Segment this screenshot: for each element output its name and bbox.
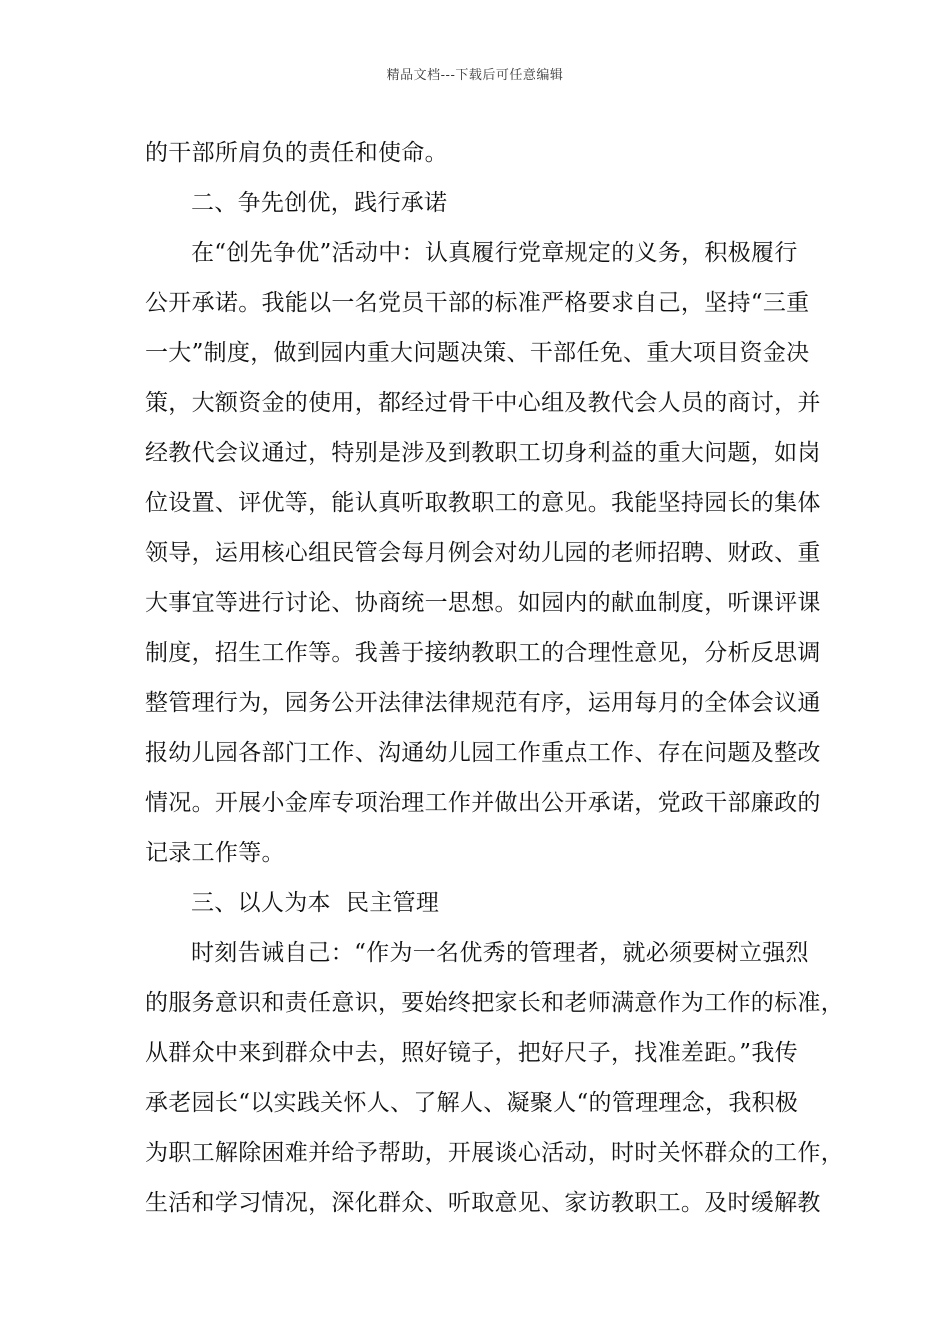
text-line: 一大”制度，做到园内重大问题决策、干部任免、重大项目资金决 — [145, 340, 810, 366]
text-line: 承老园长“以实践关怀人、了解人、凝聚人“的管理理念，我积极 — [145, 1090, 799, 1116]
document-body — [145, 128, 844, 1228]
text-line: 情况。开展小金库专项治理工作并做出公开承诺，党政干部廉政的 — [145, 790, 821, 816]
text-line: 报幼儿园各部门工作、沟通幼儿园工作重点工作、存在问题及整改 — [145, 740, 821, 766]
text-line: 在“创先争优”活动中：认真履行党章规定的义务，积极履行 — [191, 240, 798, 266]
text-line: 为职工解除困难并给予帮助，开展谈心活动，时时关怀群众的工作， — [145, 1140, 844, 1166]
text-line: 时刻告诫自己：“作为一名优秀的管理者，就必须要树立强烈 — [191, 940, 809, 966]
text-line: 领导，运用核心组民管会每月例会对幼儿园的老师招聘、财政、重 — [145, 540, 821, 566]
text-line: 记录工作等。 — [145, 840, 285, 866]
text-line: 整管理行为，园务公开法律法律规范有序，运用每月的全体会议通 — [145, 690, 821, 716]
text-line: 经教代会议通过，特别是涉及到教职工切身利益的重大问题，如岗 — [145, 440, 821, 466]
text-line: 从群众中来到群众中去，照好镜子，把好尺子，找准差距。”我传 — [145, 1040, 798, 1066]
text-line: 生活和学习情况，深化群众、听取意见、家访教职工。及时缓解教 — [145, 1190, 821, 1216]
text-line: 大事宜等进行讨论、协商统一思想。如园内的献血制度，听课评课 — [145, 590, 821, 616]
text-line: 策，大额资金的使用，都经过骨干中心组及教代会人员的商讨，并 — [145, 390, 821, 416]
section-heading: 三、以人为本 民主管理 — [191, 890, 440, 916]
page-header: 精品文档---下载后可任意编辑 — [386, 68, 564, 83]
text-line: 的服务意识和责任意识，要始终把家长和老师满意作为工作的标准， — [145, 990, 844, 1016]
section-heading: 二、争先创优，践行承诺 — [191, 190, 448, 216]
text-line: 的干部所肩负的责任和使命。 — [145, 140, 448, 166]
text-line: 位设置、评优等，能认真听取教职工的意见。我能坚持园长的集体 — [145, 490, 821, 516]
text-line: 公开承诺。我能以一名党员干部的标准严格要求自己，坚持“三重 — [145, 290, 810, 316]
text-line: 制度，招生工作等。我善于接纳教职工的合理性意见，分析反思调 — [145, 640, 821, 666]
